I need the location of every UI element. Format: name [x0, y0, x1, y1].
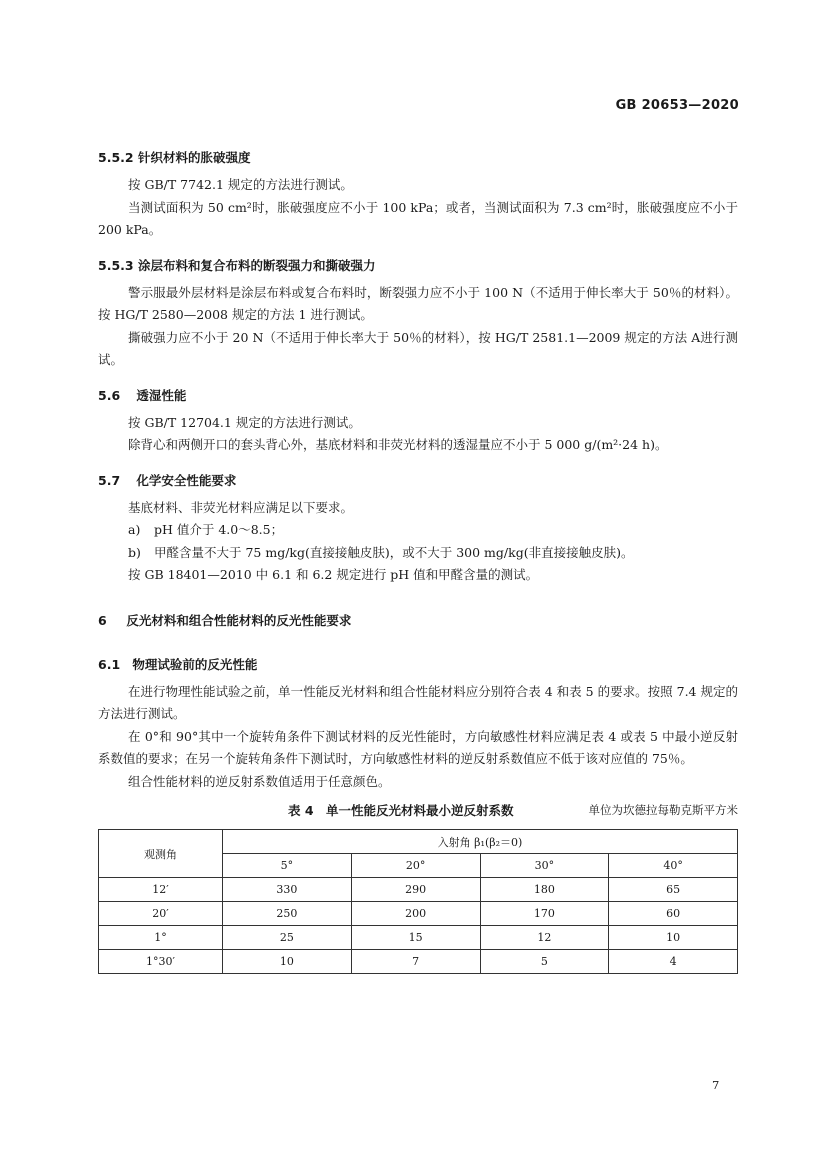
- table-cell: 7: [351, 950, 480, 974]
- paragraph: 按 GB/T 12704.1 规定的方法进行测试。: [128, 414, 361, 430]
- table-cell: 60: [609, 902, 738, 926]
- section-5-5-2-heading: [98, 148, 738, 168]
- paragraph: 基底材料、非荧光材料应满足以下要求。: [128, 499, 354, 515]
- table-cell: 15: [351, 926, 480, 950]
- table-cell: 330: [223, 878, 352, 902]
- list-item-label: a): [128, 522, 141, 537]
- table-column-header: 30°: [480, 854, 609, 878]
- paragraph: 撕破强力应不小于 20 N（不适用于伸长率大于 50％的材料），按 HG/T 2581.1—2009 规定的方法 A进行测试。: [98, 329, 738, 367]
- section-number: 6.1: [98, 656, 121, 672]
- table-column-header: 40°: [609, 854, 738, 878]
- table-row-header: 12′: [99, 878, 223, 902]
- table-4-unit: 单位为坎德拉每勒克斯平方米: [588, 803, 738, 817]
- list-item: [98, 519, 738, 542]
- table-4-caption: 表 4 单一性能反光材料最小逆反射系数: [288, 803, 514, 818]
- table-cell: 25: [223, 926, 352, 950]
- paragraph: 在 0°和 90°其中一个旋转角条件下测试材料的反光性能时，方向敏感性材料应满足表 4 或表 5 中最小逆反射系数值的要求；在另一个旋转角条件下测试时，方向敏感性材料的逆反射系数值应不低于该对应值的 75％。: [98, 728, 738, 766]
- list-item-label: b): [128, 544, 141, 560]
- table-cell: 180: [480, 878, 609, 902]
- section-title: 透湿性能: [136, 387, 187, 403]
- section-number: 6: [98, 612, 107, 628]
- section-number: 5.7: [98, 472, 121, 488]
- section-number: 5.5.3: [98, 257, 134, 273]
- paragraph: 警示服最外层材料是涂层布料或复合布料时，断裂强力应不小于 100 N（不适用于伸长率大于 50％的材料）。按 HG/T 2580—2008 规定的方法 1 进行测试。: [98, 284, 738, 322]
- section-title: 化学安全性能要求: [136, 472, 237, 488]
- standard-code: GB 20653—2020: [615, 98, 739, 113]
- table-group-header: 入射角 β₁(β₂＝0): [223, 830, 738, 854]
- list-item-text: 甲醛含量不大于 75 mg/kg(直接接触皮肤)，或不大于 300 mg/kg(非直接接触皮肤)。: [154, 544, 634, 560]
- table-row-header: 20′: [99, 902, 223, 926]
- section-6-1-heading: [98, 655, 738, 675]
- table-cell: 5: [480, 950, 609, 974]
- table-cell: 170: [480, 902, 609, 926]
- list-item: [98, 542, 738, 565]
- paragraph: 除背心和两侧开口的套头背心外，基底材料和非荧光材料的透湿量应不小于 5 000 g/(m²·24 h)。: [128, 437, 668, 452]
- section-number: 5.5.2: [98, 150, 134, 165]
- section-5-6-heading: [98, 386, 738, 406]
- section-title: 物理试验前的反光性能: [132, 656, 258, 672]
- table-row: [99, 902, 738, 926]
- table-cell: 65: [609, 878, 738, 902]
- table-row: [99, 926, 738, 950]
- section-6-heading: [98, 611, 738, 631]
- paragraph: 按 GB 18401—2010 中 6.1 和 6.2 规定进行 pH 值和甲醛含量的测试。: [128, 567, 539, 582]
- section-5-7-heading: [98, 471, 738, 491]
- table-cell: 12: [480, 926, 609, 950]
- table-column-header: 20°: [351, 854, 480, 878]
- table-row-header: 1°30′: [99, 950, 223, 974]
- document-body: [98, 148, 738, 974]
- table-row-header: 1°: [99, 926, 223, 950]
- table-cell: 250: [223, 902, 352, 926]
- table-cell: 4: [609, 950, 738, 974]
- section-title: 针织材料的胀破强度: [137, 150, 251, 165]
- page-number: 7: [712, 1078, 720, 1092]
- table-row: [99, 878, 738, 902]
- paragraph: 在进行物理性能试验之前，单一性能反光材料和组合性能材料应分别符合表 4 和表 5 的要求。按照 7.4 规定的方法进行测试。: [98, 683, 738, 721]
- table-cell: 290: [351, 878, 480, 902]
- paragraph: 当测试面积为 50 cm²时，胀破强度应不小于 100 kPa；或者，当测试面积为 7.3 cm²时，胀破强度应不小于 200 kPa。: [98, 199, 738, 237]
- section-number: 5.6: [98, 387, 121, 403]
- paragraph: 组合性能材料的逆反射系数值适用于任意颜色。: [128, 773, 391, 789]
- paragraph: 按 GB/T 7742.1 规定的方法进行测试。: [128, 177, 353, 192]
- table-corner-header: 观测角: [99, 830, 223, 878]
- section-5-5-3-heading: [98, 256, 738, 276]
- table-row: [99, 950, 738, 974]
- table-cell: 10: [223, 950, 352, 974]
- section-title: 涂层布料和复合布料的断裂强力和撕破强力: [137, 257, 376, 273]
- section-title: 反光材料和组合性能材料的反光性能要求: [126, 612, 352, 628]
- list-item-text: pH 值介于 4.0～8.5；: [154, 522, 284, 537]
- table-column-header: 5°: [223, 854, 352, 878]
- table-4-caption-row: [98, 801, 738, 823]
- table-4: [98, 829, 738, 974]
- table-cell: 10: [609, 926, 738, 950]
- table-cell: 200: [351, 902, 480, 926]
